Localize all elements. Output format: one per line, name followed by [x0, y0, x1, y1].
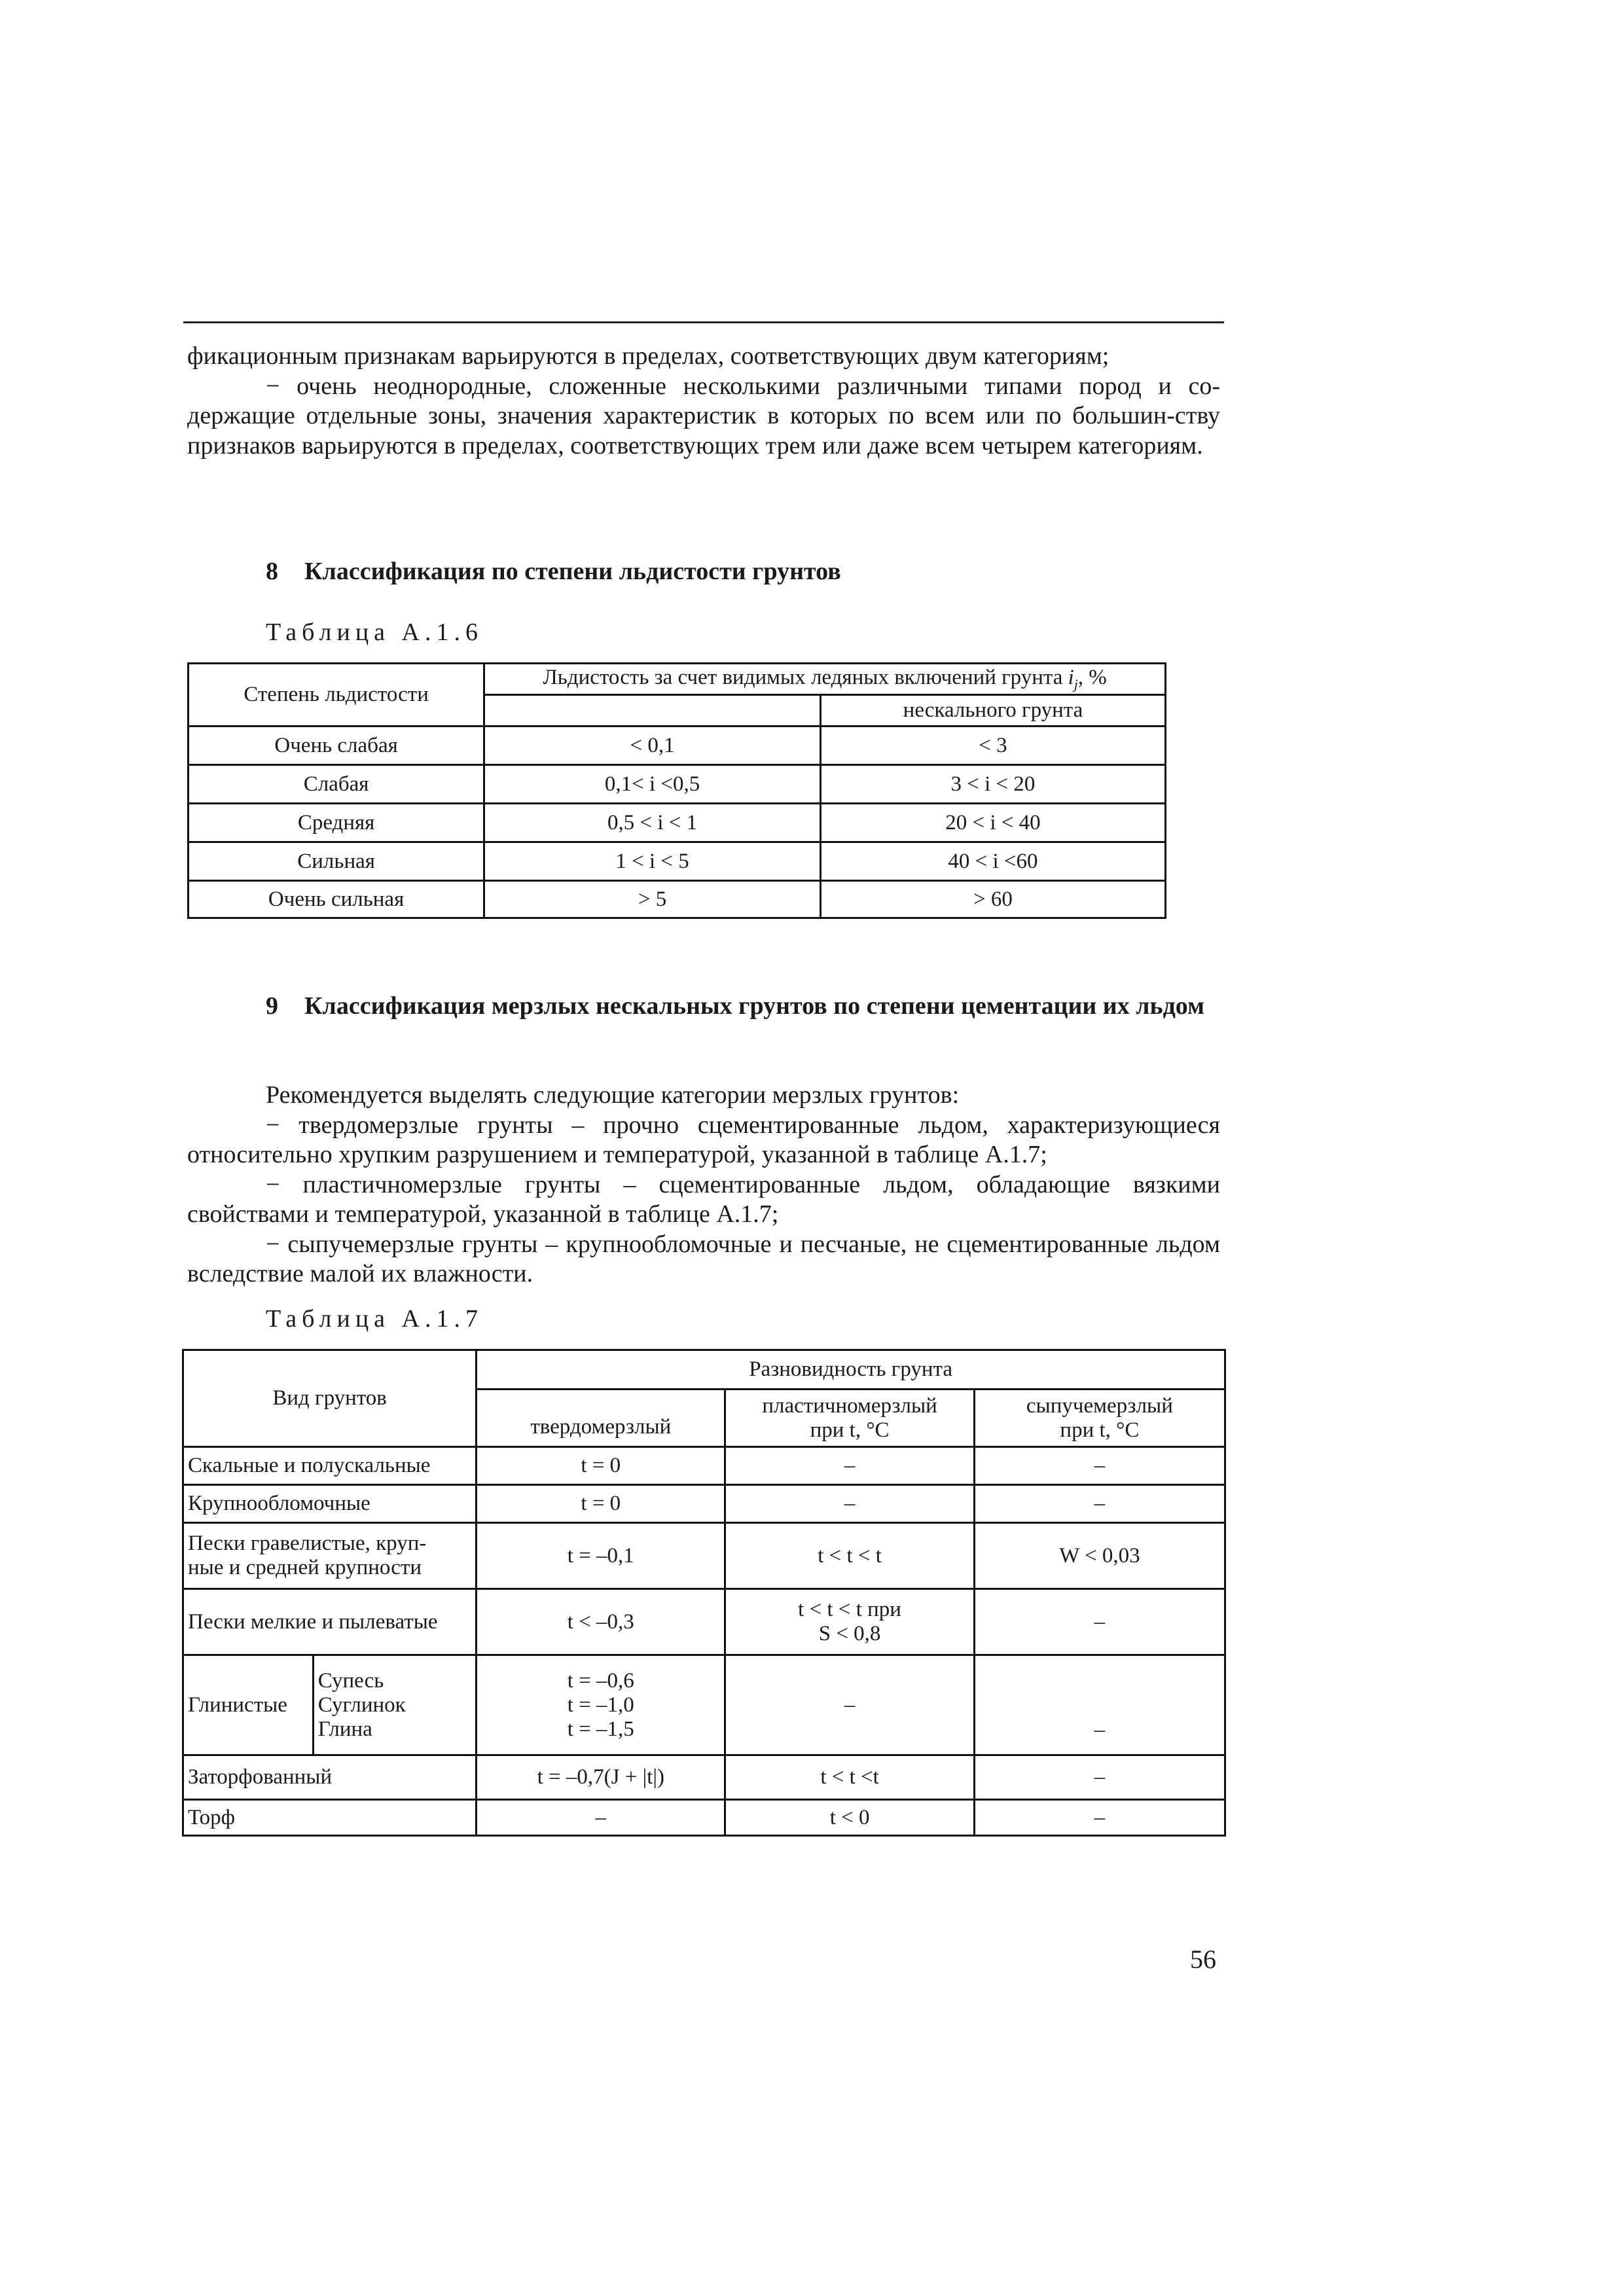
t16-row2-a: 0,1< i <0,5: [484, 765, 821, 804]
t17-row3-b: t < t < t: [725, 1523, 974, 1589]
t16-row4-b: 40 < i <60: [820, 842, 1165, 881]
t16-row3-a: 0,5 < i < 1: [484, 804, 821, 842]
section9-intro: Рекомендуется выделять следующие категории мерзлых грунтов:: [266, 1081, 960, 1109]
t16-header-group-sub: j: [1074, 676, 1078, 692]
t17-header-hard-frozen: [477, 1390, 725, 1447]
t17-row2-b: –: [725, 1485, 974, 1523]
intro-line2: − очень неоднородные, сложенные несколькими различными типами пород и со-держащие отдельные зоны, значения характеристик в которых по всем или по большин-ству признаков варьируются в пределах, соответствующих трем или даже всем четырем категориям.: [187, 372, 1220, 459]
t16-row1-b: < 3: [820, 726, 1165, 765]
table17-caption: Таблица А.1.7: [266, 1305, 483, 1333]
t16-row2-name: Слабая: [189, 765, 484, 804]
t17-row4-b: [725, 1589, 974, 1655]
t16-header-group-var: i: [1068, 665, 1074, 689]
t16-header-nonrock: нескального грунта: [820, 695, 1165, 726]
t17-header-hard-frozen-text: твердомерзлый: [530, 1415, 672, 1439]
t16-row2-b: 3 < i < 20: [820, 765, 1165, 804]
t16-row5-name: Очень сильная: [189, 881, 484, 918]
page-number: 56: [1190, 1945, 1216, 1974]
t16-header-group-text: Льдистость за счет видимых ледяных включений грунта: [543, 665, 1068, 689]
t17-row1-a: t = 0: [477, 1447, 725, 1485]
t17-row5-subtypes: [313, 1655, 476, 1755]
t17-row3-name-line2: ные и средней крупности: [188, 1556, 422, 1579]
t17-row4-b-line1: t < t < t при: [798, 1598, 901, 1621]
section9-heading: [187, 992, 1220, 1021]
t16-row4-name: Сильная: [189, 842, 484, 881]
t16-row3-name: Средняя: [189, 804, 484, 842]
t17-row4-name: Пески мелкие и пылеватые: [183, 1589, 477, 1655]
intro-text: [187, 342, 1220, 461]
t16-header-degree: Степень льдистости: [189, 664, 484, 726]
t17-row6-a: t = –0,7(J + |t|): [477, 1755, 725, 1800]
t17-row7-b: t < 0: [725, 1800, 974, 1836]
t16-row3-b: 20 < i < 40: [820, 804, 1165, 842]
section9-item1: − твердомерзлые грунты – прочно сцементированные льдом, характеризующиеся относительно хрупким разрушением и температурой, указанной в таблице А.1.7;: [187, 1111, 1220, 1168]
t16-row5-b: > 60: [820, 881, 1165, 918]
t17-header-plastic-frozen: [725, 1390, 974, 1447]
t17-row5-a-line2: t = –1,0: [567, 1693, 634, 1717]
t17-row4-b-line2: S < 0,8: [818, 1622, 881, 1645]
t16-row4-a: 1 < i < 5: [484, 842, 821, 881]
section9-number: 9: [266, 992, 278, 1020]
section9-title: Классификация мерзлых нескальных грунтов по степени цементации их льдом: [304, 992, 1204, 1020]
t17-row2-a: t = 0: [477, 1485, 725, 1523]
t17-row4-c: –: [974, 1589, 1225, 1655]
section8-heading: [187, 557, 1220, 586]
section9-item2: − пластичномерзлые грунты – сцементированные льдом, обладающие вязкими свойствами и температурой, указанной в таблице А.1.7;: [187, 1170, 1220, 1228]
section9-item3: − сыпучемерзлые грунты – крупнообломочные и песчаные, не сцементированные льдом вследствие малой их влажности.: [187, 1230, 1220, 1287]
t17-row4-a: t < –0,3: [477, 1589, 725, 1655]
t17-row3-a: t = –0,1: [477, 1523, 725, 1589]
t17-row6-name: Заторфованный: [183, 1755, 477, 1800]
t17-header-soil-type: Вид грунтов: [183, 1350, 477, 1447]
t17-header-loose-frozen: [974, 1390, 1225, 1447]
top-rule: [183, 321, 1224, 323]
t17-row5-c: –: [974, 1655, 1225, 1755]
t16-row1-a: < 0,1: [484, 726, 821, 765]
t17-row3-name: [183, 1523, 477, 1589]
t17-row5-a-line1: t = –0,6: [567, 1668, 634, 1693]
t17-row3-c: W < 0,03: [974, 1523, 1225, 1589]
table16-caption: Таблица А.1.6: [266, 619, 483, 646]
t17-header-loose-frozen-line2: при t, °С: [1060, 1418, 1140, 1442]
t17-header-group: Разновидность грунта: [477, 1350, 1225, 1390]
t17-header-plastic-frozen-line1: пластичномерзлый: [762, 1393, 937, 1418]
t17-row7-a: –: [477, 1800, 725, 1836]
section9-text: [187, 1081, 1220, 1289]
t17-row5-b: –: [725, 1655, 974, 1755]
t17-row1-c: –: [974, 1447, 1225, 1485]
t17-row7-c: –: [974, 1800, 1225, 1836]
t16-header-group-unit: , %: [1077, 665, 1107, 689]
t16-row1-name: Очень слабая: [189, 726, 484, 765]
t17-row6-c: –: [974, 1755, 1225, 1800]
t17-row5-a-line3: t = –1,5: [567, 1717, 634, 1741]
intro-line1: фикационным признакам варьируются в пределах, соответствующих двум категориям;: [187, 342, 1110, 370]
t17-row1-b: –: [725, 1447, 974, 1485]
table-a16: [187, 662, 1166, 919]
t17-row2-c: –: [974, 1485, 1225, 1523]
section8-title: Классификация по степени льдистости грунтов: [304, 558, 841, 585]
t17-row5-group: Глинистые: [183, 1655, 314, 1755]
t16-header-empty: [484, 695, 821, 726]
t16-header-group: [484, 664, 1166, 695]
t17-row7-name: Торф: [183, 1800, 477, 1836]
t17-row5-clay: Глина: [317, 1717, 372, 1741]
t17-row5-a: [477, 1655, 725, 1755]
t17-row5-sandy-loam: Супесь: [317, 1668, 384, 1693]
t17-row2-name: Крупнообломочные: [183, 1485, 477, 1523]
t17-row6-b: t < t <t: [725, 1755, 974, 1800]
t16-row5-a: > 5: [484, 881, 821, 918]
t17-row3-name-line1: Пески гравелистые, круп-: [188, 1532, 427, 1555]
section8-number: 8: [266, 558, 278, 585]
t17-header-loose-frozen-line1: сыпучемерзлый: [1026, 1393, 1173, 1418]
t17-header-plastic-frozen-line2: при t, °С: [810, 1418, 890, 1442]
table-a17: [182, 1349, 1226, 1837]
t17-row1-name: Скальные и полускальные: [183, 1447, 477, 1485]
t17-row5-loam: Суглинок: [317, 1693, 406, 1717]
